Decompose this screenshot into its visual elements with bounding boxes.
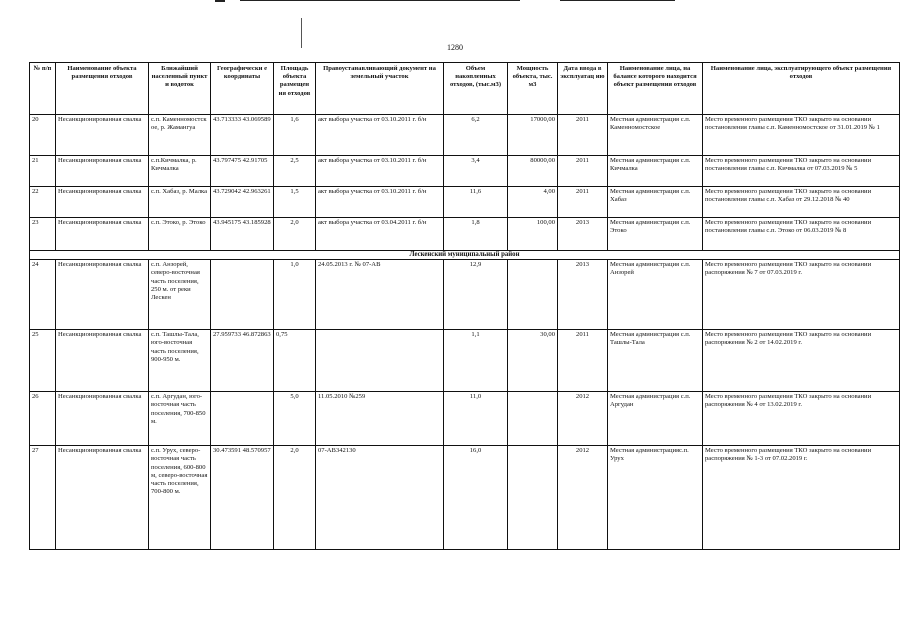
cell-num: 23 <box>30 218 56 251</box>
section-row <box>30 251 900 260</box>
cell-capacity: 4,00 <box>508 187 558 218</box>
waste-sites-table <box>29 62 900 550</box>
scan-line-top-2 <box>240 0 520 1</box>
header-coords: Географически е координаты <box>211 63 274 115</box>
cell-settlement: с.п. Анзорей, северо-восточная часть поселения, 250 м. от реки Лескен <box>149 260 211 330</box>
cell-num: 21 <box>30 156 56 187</box>
table-row <box>30 260 900 330</box>
cell-owner: Местная администрацияс.п. Урух <box>608 446 703 550</box>
header-name: Наименование объекта размещения отходов <box>56 63 149 115</box>
cell-date: 2012 <box>558 392 608 446</box>
cell-area: 2,0 <box>274 446 316 550</box>
table-row <box>30 446 900 550</box>
cell-num: 22 <box>30 187 56 218</box>
cell-date: 2011 <box>558 115 608 156</box>
cell-coords <box>211 260 274 330</box>
cell-date: 2013 <box>558 260 608 330</box>
cell-settlement: с.п. Каменномостск ое, р. Жамангуа <box>149 115 211 156</box>
cell-coords: 43.713333 43.069589 <box>211 115 274 156</box>
cell-capacity: 30,00 <box>508 330 558 392</box>
page-number: 1280 <box>447 43 463 52</box>
cell-owner: Местная администрация с.п. Анзорей <box>608 260 703 330</box>
cell-area: 1,0 <box>274 260 316 330</box>
header-area: Площадь объекта размещен ия отходов <box>274 63 316 115</box>
cell-name: Несанкционированная свалка <box>56 330 149 392</box>
cell-operator: Место временного размещения ТКО закрыто на основании распоряжения № 1-3 от 07.02.2019 г. <box>703 446 900 550</box>
cell-coords: 30.473591 48.570957 <box>211 446 274 550</box>
cell-operator: Место временного размещения ТКО закрыто на основании постановления главы с.п. Хабаз от 29.12.2018 № 40 <box>703 187 900 218</box>
cell-name: Несанкционированная свалка <box>56 187 149 218</box>
scan-line-top-1 <box>215 0 225 2</box>
cell-num: 27 <box>30 446 56 550</box>
table-row <box>30 218 900 251</box>
cell-name: Несанкционированная свалка <box>56 260 149 330</box>
cell-volume: 11,6 <box>444 187 508 218</box>
cell-settlement: с.п. Хабаз, р. Малка <box>149 187 211 218</box>
cell-area: 5,0 <box>274 392 316 446</box>
cell-volume: 3,4 <box>444 156 508 187</box>
cell-volume: 12,9 <box>444 260 508 330</box>
cell-coords: 43.729042 42.963261 <box>211 187 274 218</box>
cell-owner: Местная администрация с.п. Хабаз <box>608 187 703 218</box>
table-row <box>30 330 900 392</box>
cell-coords: 43.945175 43.185928 <box>211 218 274 251</box>
cell-doc: акт выбора участка от 03.10.2011 г. б/н <box>316 115 444 156</box>
cell-area: 2,0 <box>274 218 316 251</box>
cell-area: 1,6 <box>274 115 316 156</box>
cell-area: 0,75 <box>274 330 316 392</box>
cell-capacity <box>508 446 558 550</box>
cell-operator: Место временного размещения ТКО закрыто на основании постановления главы с.п. Кичмалка от 07.03.2019 № 5 <box>703 156 900 187</box>
cell-coords: 43.797475 42.91705 <box>211 156 274 187</box>
cell-doc: 11.05.2010 №259 <box>316 392 444 446</box>
cell-coords <box>211 392 274 446</box>
cell-owner: Местная администрация с.п. Аргудан <box>608 392 703 446</box>
cell-doc: акт выбора участка от 03.10.2011 г. б/н <box>316 156 444 187</box>
scan-line-vertical <box>301 18 302 48</box>
cell-settlement: с.п. Этоко, р. Этоко <box>149 218 211 251</box>
header-operator: Наименование лица, эксплуатирующего объект размещения отходов <box>703 63 900 115</box>
cell-num: 24 <box>30 260 56 330</box>
cell-settlement: с.п. Урух, северо-восточная часть поселения, 600-800 м, северо-восточная часть поселения, 700-800 м. <box>149 446 211 550</box>
cell-doc: акт выбора участка от 03.04.2011 г. б/н <box>316 218 444 251</box>
cell-operator: Место временного размещения ТКО закрыто на основании постановления главы с.п. Этоко от 06.03.2019 № 8 <box>703 218 900 251</box>
cell-area: 2,5 <box>274 156 316 187</box>
cell-volume: 1,1 <box>444 330 508 392</box>
cell-operator: Место временного размещения ТКО закрыто на основании распоряжения № 4 от 13.02.2019 г. <box>703 392 900 446</box>
cell-name: Несанкционированная свалка <box>56 446 149 550</box>
cell-capacity <box>508 260 558 330</box>
cell-volume: 6,2 <box>444 115 508 156</box>
cell-operator: Место временного размещения ТКО закрыто на основании постановления главы с.п. Каменномостское от 31.01.2019 № 1 <box>703 115 900 156</box>
cell-doc: акт выбора участка от 03.10.2011 г. б/н <box>316 187 444 218</box>
cell-date: 2011 <box>558 156 608 187</box>
cell-operator: Место временного размещения ТКО закрыто на основании распоряжения № 2 от 14.02.2019 г. <box>703 330 900 392</box>
cell-volume: 1,8 <box>444 218 508 251</box>
cell-capacity: 80000,00 <box>508 156 558 187</box>
cell-capacity: 17000,00 <box>508 115 558 156</box>
cell-area: 1,5 <box>274 187 316 218</box>
table-row <box>30 115 900 156</box>
cell-owner: Местная администрация с.п. Каменномостское <box>608 115 703 156</box>
cell-owner: Местная администрация с.п. Ташлы-Тала <box>608 330 703 392</box>
cell-num: 20 <box>30 115 56 156</box>
cell-owner: Местная администрация с.п. Кичмалка <box>608 156 703 187</box>
cell-num: 25 <box>30 330 56 392</box>
table-row <box>30 392 900 446</box>
cell-date: 2011 <box>558 187 608 218</box>
cell-settlement: с.п. Ташлы-Тала, юго-восточная часть поселения, 900-950 м. <box>149 330 211 392</box>
cell-doc <box>316 330 444 392</box>
table-row <box>30 187 900 218</box>
cell-name: Несанкционированная свалка <box>56 156 149 187</box>
cell-date: 2011 <box>558 330 608 392</box>
cell-num: 26 <box>30 392 56 446</box>
cell-doc: 24.05.2013 г. № 07-АВ <box>316 260 444 330</box>
cell-settlement: с.п. Аргудан, юго-восточная часть поселения, 700-850 м. <box>149 392 211 446</box>
cell-capacity <box>508 392 558 446</box>
section-title: Лескенский муниципальный район <box>30 251 900 260</box>
cell-name: Несанкционированная свалка <box>56 218 149 251</box>
cell-settlement: с.п.Кичмалка, р. Кичмалка <box>149 156 211 187</box>
cell-capacity: 100,00 <box>508 218 558 251</box>
header-volume: Объем накопленных отходов, (тыс.м3) <box>444 63 508 115</box>
cell-name: Несанкционированная свалка <box>56 392 149 446</box>
header-settlement: Ближайший населенный пункт и водоток <box>149 63 211 115</box>
cell-date: 2012 <box>558 446 608 550</box>
cell-date: 2013 <box>558 218 608 251</box>
cell-coords: 27.959733 46.872863 <box>211 330 274 392</box>
header-doc: Правоустанавливающий документ на земельный участок <box>316 63 444 115</box>
scan-line-top-3 <box>560 0 675 1</box>
cell-operator: Место временного размещения ТКО закрыто на основании распоряжения № 7 от 07.03.2019 г. <box>703 260 900 330</box>
table-row <box>30 156 900 187</box>
table-header-row <box>30 63 900 115</box>
cell-doc: 07-АВ342130 <box>316 446 444 550</box>
cell-volume: 16,0 <box>444 446 508 550</box>
cell-volume: 11,0 <box>444 392 508 446</box>
header-capacity: Мощность объекта, тыс. м3 <box>508 63 558 115</box>
header-date: Дата ввода в эксплуатац ию <box>558 63 608 115</box>
cell-name: Несанкционированная свалка <box>56 115 149 156</box>
header-num: № п/п <box>30 63 56 115</box>
header-owner: Наименование лица, на балансе которого находится объект размещения отходов <box>608 63 703 115</box>
cell-owner: Местная администрация с.п. Этоко <box>608 218 703 251</box>
